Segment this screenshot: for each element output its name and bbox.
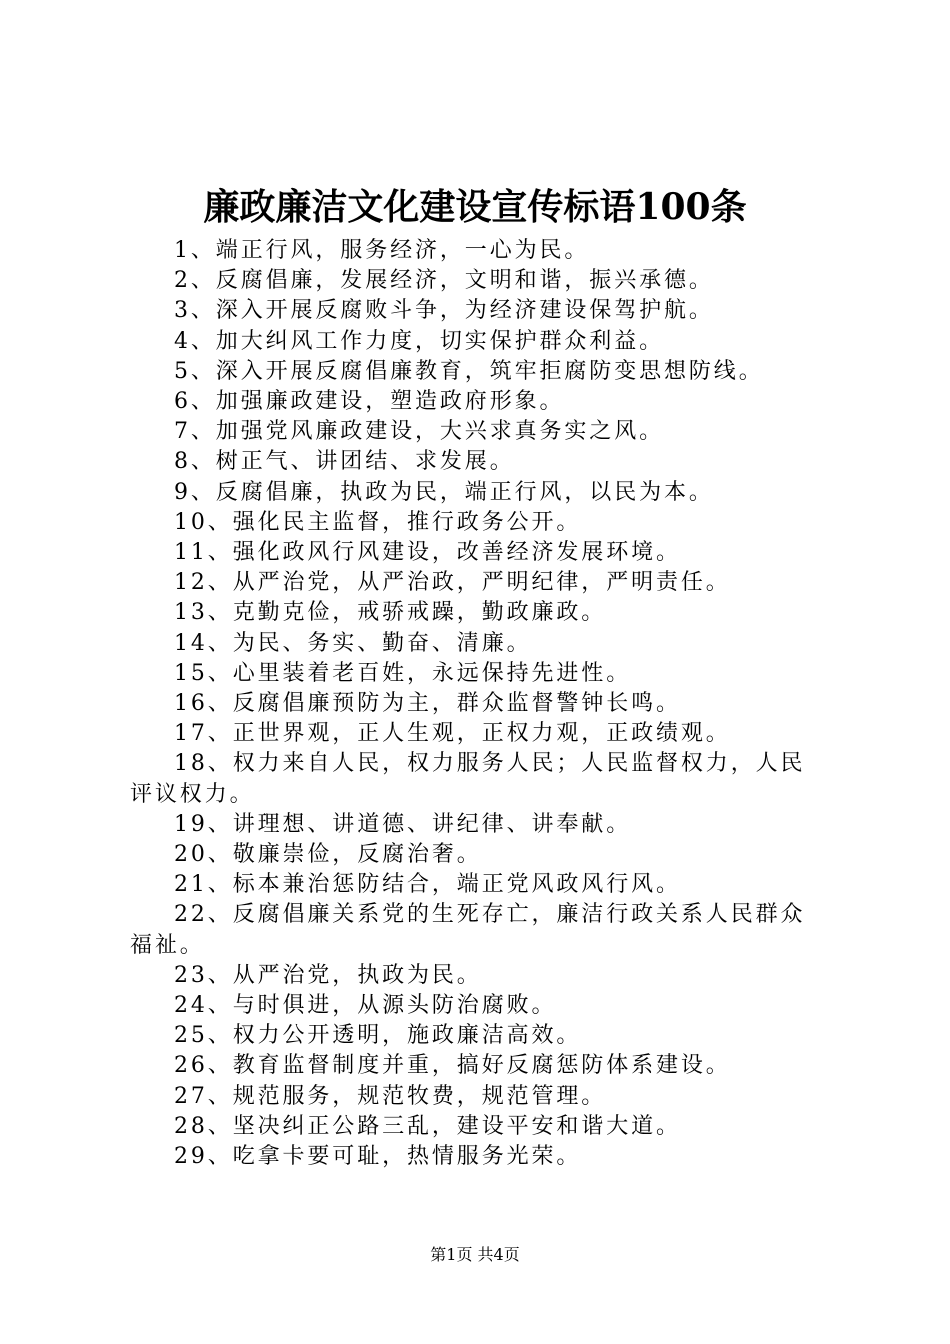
slogan-item: 13、克勤克俭，戒骄戒躁，勤政廉政。 — [174, 600, 607, 626]
slogan-item: 25、权力公开透明，施政廉洁高效。 — [174, 1023, 582, 1049]
slogan-item: 4、加大纠风工作力度，切实保护群众利益。 — [174, 328, 664, 354]
slogan-item: 16、反腐倡廉预防为主，群众监督警钟长鸣。 — [174, 691, 681, 717]
slogan-item: 3、深入开展反腐败斗争，为经济建设保驾护航。 — [174, 298, 714, 324]
slogan-item: 18、权力来自人民，权力服务人民；人民监督权力，人民评议权力。 — [130, 751, 806, 807]
slogan-item: 22、反腐倡廉关系党的生死存亡，廉洁行政关系人民群众福祉。 — [130, 902, 806, 958]
slogan-item: 24、与时俱进，从源头防治腐败。 — [174, 993, 557, 1019]
slogan-item: 2、反腐倡廉，发展经济，文明和谐，振兴承德。 — [174, 268, 714, 294]
slogan-item: 12、从严治党，从严治政，严明纪律，严明责任。 — [174, 570, 731, 596]
slogan-item: 27、规范服务，规范牧费，规范管理。 — [174, 1083, 607, 1109]
document-title: 廉政廉洁文化建设宣传标语100条 — [203, 186, 747, 228]
slogan-item: 1、端正行风，服务经济，一心为民。 — [174, 238, 590, 263]
slogan-item: 5、深入开展反腐倡廉教育，筑牢拒腐防变思想防线。 — [174, 358, 764, 384]
page-footer: 第1页 共4页 — [430, 1245, 520, 1264]
slogan-item: 29、吃拿卡要可耻，热情服务光荣。 — [174, 1144, 582, 1170]
slogan-item: 26、教育监督制度并重，搞好反腐惩防体系建设。 — [174, 1053, 731, 1079]
slogan-item: 11、强化政风行风建设，改善经济发展环境。 — [174, 540, 681, 566]
slogan-item: 8、树正气、讲团结、求发展。 — [174, 449, 515, 475]
slogan-item: 17、正世界观，正人生观，正权力观，正政绩观。 — [174, 721, 731, 747]
slogan-item: 19、讲理想、讲道德、讲纪律、讲奉献。 — [174, 811, 632, 837]
slogan-item: 10、强化民主监督，推行政务公开。 — [174, 509, 582, 535]
slogan-item: 7、加强党风廉政建设，大兴求真务实之风。 — [174, 419, 664, 445]
slogan-item: 20、敬廉崇俭，反腐治奢。 — [174, 842, 482, 868]
slogan-item: 15、心里装着老百姓，永远保持先进性。 — [174, 660, 632, 686]
slogan-item: 14、为民、务实、勤奋、清廉。 — [174, 630, 532, 656]
slogan-item: 6、加强廉政建设，塑造政府形象。 — [174, 389, 565, 415]
slogan-item: 21、标本兼治惩防结合，端正党风政风行风。 — [174, 872, 681, 898]
slogan-item: 28、坚决纠正公路三乱，建设平安和谐大道。 — [174, 1113, 681, 1139]
slogan-item: 23、从严治党，执政为民。 — [174, 962, 482, 988]
slogan-item: 9、反腐倡廉，执政为民，端正行风，以民为本。 — [174, 479, 714, 505]
slogan-list — [130, 236, 830, 1172]
